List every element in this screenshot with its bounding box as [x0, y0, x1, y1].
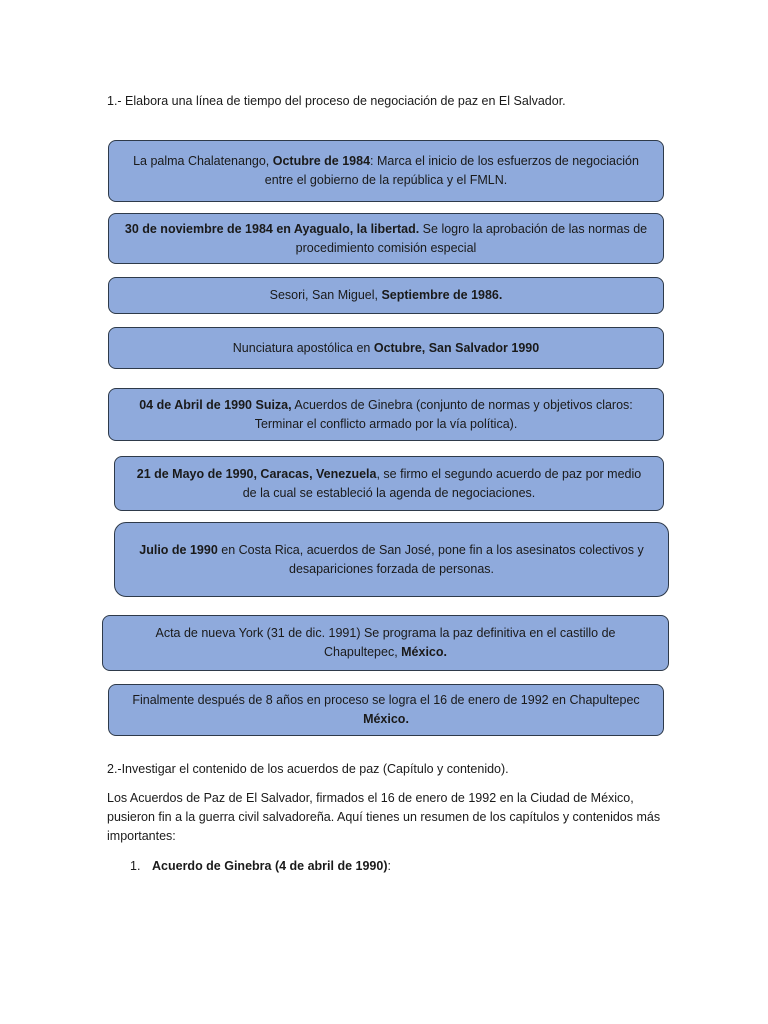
timeline-box-4-text: Nunciatura apostólica en Octubre, San Salvador 1990: [232, 340, 540, 355]
timeline-box-2: [108, 213, 664, 264]
timeline-box-5-text: 04 de Abril de 1990 Suiza, Acuerdos de Ginebra (conjunto de normas y objetivos claros: Terminar el conflicto armado por la vía política).: [139, 397, 633, 431]
list-item: [130, 857, 391, 875]
summary-paragraph: Los Acuerdos de Paz de El Salvador, firmados el 16 de enero de 1992 en la Ciudad de México, pusieron fin a la guerra civil salvadoreña. Aquí tienes un resumen de los capítulos y contenidos más importantes:: [107, 791, 661, 843]
list-item-title: Acuerdo de Ginebra (4 de abril de 1990): [152, 859, 388, 873]
timeline-box-1: [108, 140, 664, 202]
timeline-box-9: [108, 684, 664, 736]
timeline-box-2-text: 30 de noviembre de 1984 en Ayagualo, la libertad. Se logro la aprobación de las normas de procedimiento comisión especial: [124, 221, 648, 255]
timeline-box-9-text: Finalmente después de 8 años en proceso se logra el 16 de enero de 1992 en Chapultepec México.: [132, 693, 640, 726]
question-1-heading: 1.- Elabora una línea de tiempo del proceso de negociación de paz en El Salvador.: [107, 94, 566, 108]
timeline-box-7-text: Julio de 1990 en Costa Rica, acuerdos de San José, pone fin a los asesinatos colectivos y desapariciones forzada de personas.: [139, 542, 644, 576]
timeline-box-4: [108, 327, 664, 369]
timeline-box-8-text: Acta de nueva York (31 de dic. 1991) Se programa la paz definitiva en el castillo de Chapultepec, México.: [155, 626, 616, 659]
timeline-box-5: [108, 388, 664, 441]
question-2-heading: 2.-Investigar el contenido de los acuerdos de paz (Capítulo y contenido).: [107, 762, 509, 776]
timeline-box-1-text: La palma Chalatenango, Octubre de 1984: Marca el inicio de los esfuerzos de negociación entre el gobierno de la república y el FMLN.: [133, 154, 639, 187]
timeline-box-6: [114, 456, 664, 511]
timeline-box-6-text: 21 de Mayo de 1990, Caracas, Venezuela, se firmo el segundo acuerdo de paz por medio de la cual se estableció la agenda de negociaciones.: [136, 466, 642, 500]
timeline-box-3-text: Sesori, San Miguel, Septiembre de 1986.: [269, 288, 503, 302]
list-item-rest: :: [387, 859, 391, 873]
timeline-box-8: [102, 615, 669, 671]
timeline-box-7: [114, 522, 669, 597]
timeline-box-3: [108, 277, 664, 314]
list-item-number: 1.: [130, 859, 141, 873]
